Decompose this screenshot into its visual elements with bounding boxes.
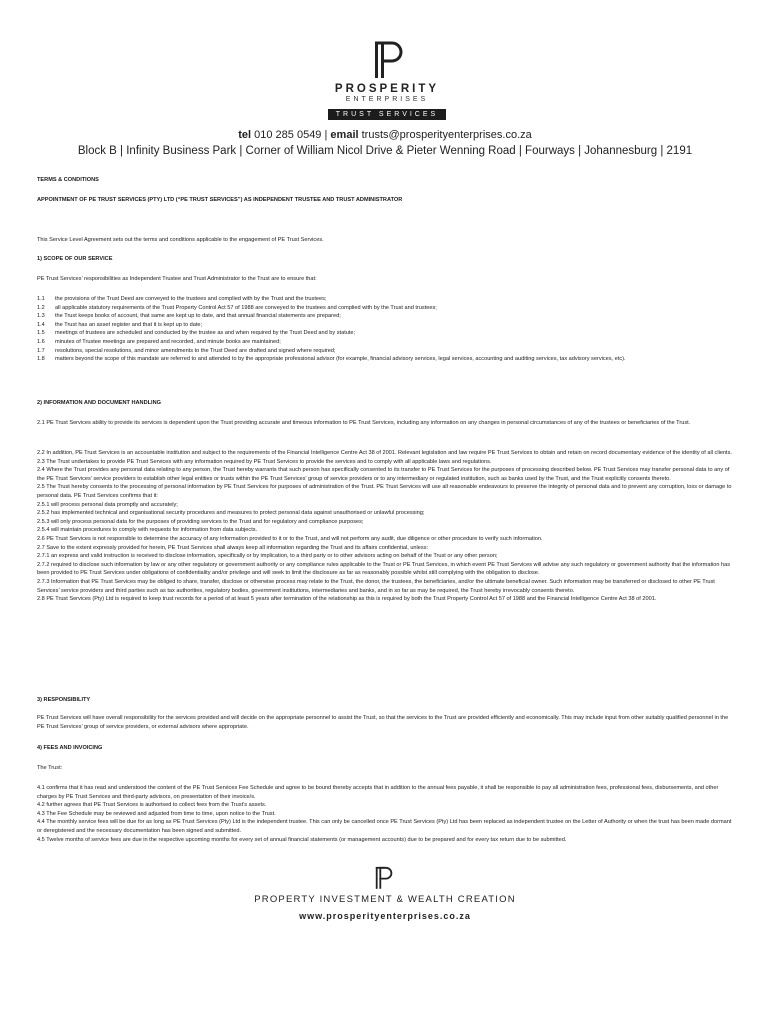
list-item: 1.8 matters beyond the scope of this mandate are referred to and attended to by the appropriate professional advisor (for example, financial advisory services, legal services, accounting and auditing services, tax advisory services, etc).: [37, 356, 626, 363]
appointment-heading: APPOINTMENT OF PE TRUST SERVICES (PTY) LTD (“PE TRUST SERVICES”) AS INDEPENDENT TRUSTEE AND TRUST ADMINISTRATOR: [37, 197, 403, 203]
section-1-heading: 1) SCOPE OF OUR SERVICE: [37, 256, 113, 262]
clause-4-5: 4.5 Twelve months of service fees are due in the respective upcoming months for every set of annual financial statements (or management accounts) due to be prepared and for every tax return due to be submitted.: [37, 836, 567, 843]
list-item: 1.1 the provisions of the Trust Deed are conveyed to the trustees and complied with by the Trust and the trustees;: [37, 296, 327, 302]
intro-paragraph: This Service Level Agreement sets out the terms and conditions applicable to the engagement of PE Trust Services.: [37, 237, 324, 243]
clause-4-3: 4.3 The Fee Schedule may be reviewed and adjusted from time to time, upon notice to the Trust.: [37, 810, 276, 817]
clause-2-2: 2.2 In addition, PE Trust Services is an accountable institution and subject to the requirements of the Financial Intelligence Centre Act 38 of 2001. Relevant legislation and law require PE Trust Services to obtain and retain on record documentary evidence of the identity of all clients.: [37, 450, 732, 456]
brand-subtitle: ENTERPRISES: [345, 96, 429, 103]
section-3-text: PE Trust Services will have overall responsibility for the services provided and will decide on the appropriate personnel to assist the Trust, so that the services to the Trust are provided efficiently and economically. This may include input from other suitably qualified personnel in the PE Trust Services’ group of service providers, or external advisors where appropriate.: [37, 715, 729, 730]
section-3-heading: 3) RESPONSIBILITY: [37, 697, 91, 703]
clause-4-2: 4.2 further agrees that PE Trust Services is authorised to collect fees from the Trust’s assets.: [37, 802, 267, 809]
footer-pe-monogram-icon: [372, 866, 394, 890]
section-2-heading: 2) INFORMATION AND DOCUMENT HANDLING: [37, 400, 161, 406]
footer-website-link[interactable]: www.prosperityenterprises.co.za: [299, 911, 471, 921]
address-line: Block B | Infinity Business Park | Corner of William Nicol Drive & Pieter Wenning Road | Fourways | Johannesburg | 2191: [77, 145, 693, 157]
list-item: 1.7 resolutions, special resolutions, and minor amendments to the Trust Deed are drafted and signed where required;: [37, 347, 336, 354]
list-item: 1.3 the Trust keeps books of account, that same are kept up to date, and that annual financial statements are prepared;: [37, 313, 341, 320]
clause-2-5: 2.5 The Trust hereby consents to the processing of personal information by PE Trust Services for purposes of administration of the Trust. PE Trust Services will use all reasonable endeavours to preserve the integrity of personal data and to prevent any corruption, loss or damage to personal data. PE Trust Services confirms that it:: [37, 484, 732, 499]
clause-2-5-1: 2.5.1 will process personal data promptly and accurately;: [37, 501, 178, 508]
brand-bar: TRUST SERVICES: [328, 109, 446, 120]
clause-2-4: 2.4 Where the Trust provides any personal data relating to any person, the Trust hereby warrants that such person has specifically consented to its transfer to PE Trust Services for the purposes of processing described below. PE Trust Services may transfer personal data to any of the PE Trust Services’ service providers to establish other legal entities or trusts within the PE Trust Services’ group of service providers or to any intermediary or regulated institution, such as banks used by the Trust, and the Trust explicitly consents thereto.: [37, 467, 730, 482]
clause-2-5-2: 2.5.2 has implemented technical and organisational security procedures and measures to protect personal data against unauthorised or unlawful processing;: [37, 510, 425, 517]
footer-tagline: PROPERTY INVESTMENT & WEALTH CREATION: [254, 894, 516, 905]
clause-2-5-4: 2.5.4 will maintain procedures to comply with requests for information from data subjects.: [37, 527, 258, 534]
clause-2-1: 2.1 PE Trust Services ability to provide its services is dependent upon the Trust providing accurate and timeous information to PE Trust Services, including any information on any changes in personal circumstances of any of the trustees or beneficiaries of the Trust.: [37, 420, 691, 426]
clause-2-5-3: 2.5.3 will only process personal data for the purposes of providing services to the Trust and for regulatory and compliance purposes;: [37, 518, 364, 525]
clause-2-8: 2.8 PE Trust Services (Pty) Ltd is required to keep trust records for a period of at least 5 years after termination of the relationship as this is required by both the Trust Property Control Act 57 of 1988 and the Financial Intelligence Centre Act 38 of 2001.: [37, 596, 657, 603]
section-2-clauses: [37, 449, 735, 604]
clause-2-3: 2.3 The Trust undertakes to provide PE Trust Services with any information required by PE Trust Services to provide the services and to comply with all applicable laws and regulations.: [37, 458, 492, 465]
separator: |: [324, 129, 328, 141]
tel-value: 010 285 0549: [254, 129, 322, 141]
section-1-list: [37, 295, 735, 364]
clause-2-7-1: 2.7.1 an express and valid instruction is received to disclose information, specifically or by implication, to a third party or to other advisors acting on behalf of the Trust or any other person;: [37, 553, 498, 560]
section-4-clauses: [37, 784, 735, 844]
list-item: 1.2 all applicable statutory requirements of the Trust Property Control Act 57 of 1988 are conveyed to the trustees and complied with by the Trust and trustees;: [37, 304, 437, 311]
doc-title: TERMS & CONDITIONS: [37, 177, 99, 183]
section-4-intro: The Trust:: [37, 765, 63, 771]
clause-2-6: 2.6 PE Trust Services is not responsible to determine the accuracy of any information provided to it or to the Trust, and will not perform any audit, due diligence or other procedure to verify such information.: [37, 535, 543, 542]
brand-name: PROSPERITY: [334, 83, 440, 95]
contact-line: [0, 129, 770, 141]
clause-2-7: 2.7 Save to the extent expressly provided for herein, PE Trust Services shall always keep all information regarding the Trust and its affairs confidential, unless:: [37, 544, 429, 551]
section-4-heading: 4) FEES AND INVOICING: [37, 745, 103, 751]
email-label: email: [330, 129, 359, 141]
pe-monogram-icon: [370, 40, 404, 80]
list-item: 1.4 the Trust has an asset register and that it is kept up to date;: [37, 321, 203, 328]
clause-2-7-2: 2.7.2 required to disclose such information by law or any other regulatory or government authority or any compliance rules applicable to the Trust or PE Trust Services, in which event PE Trust Services will advise any such regulatory or government authority that the information has been provided to PE Trust Services under obligations of confidentiality and/or privilege and will seek to limit the disclosure as far as reasonably possible whilst still complying with the obligation to disclose.: [37, 561, 731, 577]
clause-2-7-3: 2.7.3 Information that PE Trust Services may be obliged to share, transfer, disclose or otherwise process may relate to the Trust, the donor, the trustees, the beneficiaries, and/or the ultimate beneficial owner. Such information may be transferred or disclosed to other PE Trust Services’ service providers and third parties such as tax authorities, regulatory bodies, government institutions, intermediaries and banks, and in so far as may be required, the Trust hereby irrevocably consents thereto.: [37, 578, 715, 594]
tel-label: tel: [238, 129, 252, 141]
section-1-intro: PE Trust Services’ responsibilities as Independent Trustee and Trust Administrator to the Trust are to ensure that:: [37, 276, 317, 282]
company-logo: [312, 40, 462, 121]
clause-4-4: 4.4 The monthly service fees will be due for as long as PE Trust Services (Pty) Ltd is the independent trustee. This can only be cancelled once PE Trust Services (Pty) Ltd has been replaced as independent trustee on the Letter of Authority or when the trust has been made dormant or deregistered and the necessary documentation has been signed and submitted.: [37, 819, 732, 834]
email-value[interactable]: trusts@prosperityenterprises.co.za: [361, 129, 532, 141]
clause-4-1: 4.1 confirms that it has read and understood the content of the PE Trust Services Fee Schedule and agree to be bound thereby accepts that in addition to the annual fees payable, it shall be responsible to pay all administration fees, professional fees, disbursements, and other charges by PE Trust Services and third-party advisors, on presentation of their invoice/s.: [37, 785, 719, 800]
list-item: 1.6 minutes of Trustee meetings are prepared and recorded, and minute books are maintained;: [37, 338, 281, 345]
list-item: 1.5 meetings of trustees are scheduled and conducted by the trustee as and when required by the Trust Deed and by statute;: [37, 330, 356, 337]
